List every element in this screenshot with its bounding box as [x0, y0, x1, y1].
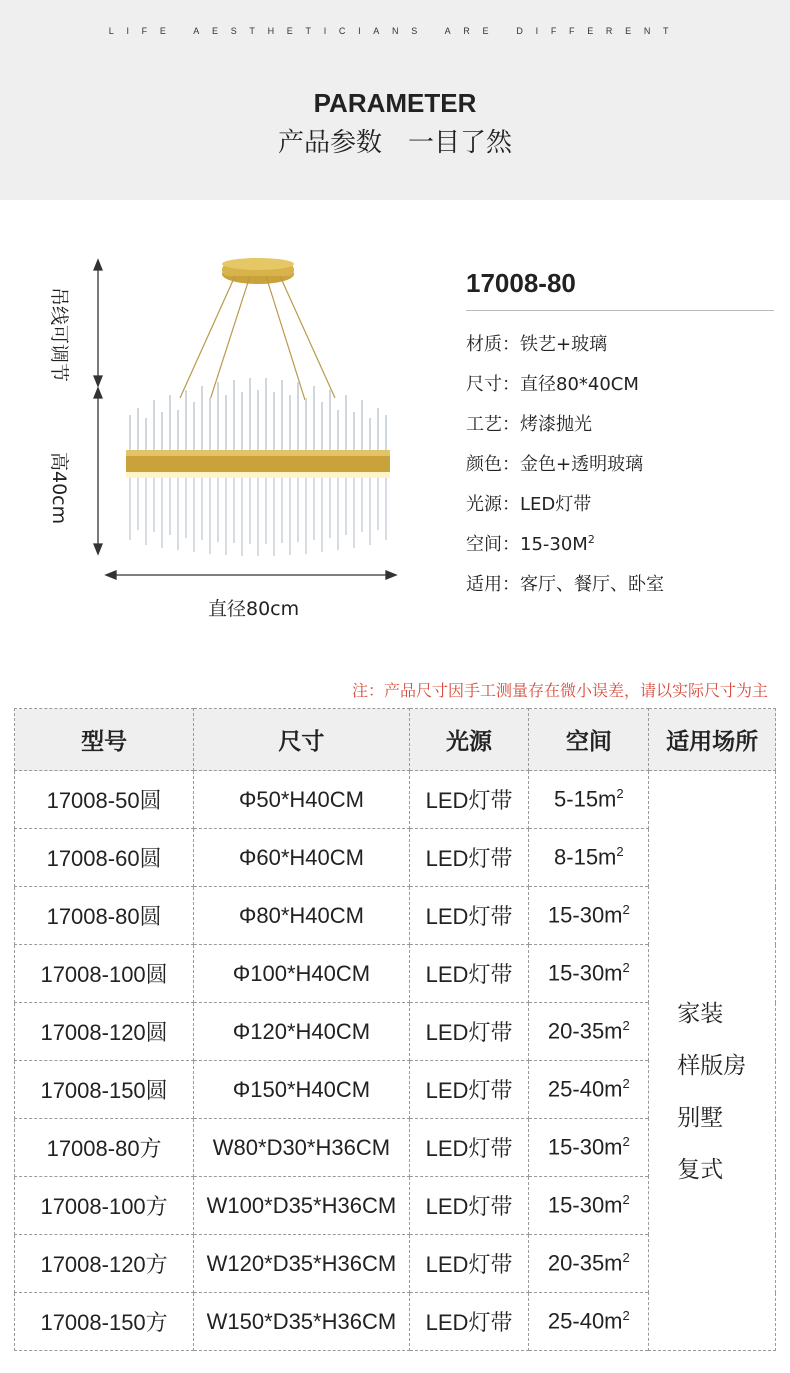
table-cell-space [529, 1235, 649, 1293]
table-header-cell: 型号 [15, 709, 194, 771]
table-cell-size: W80*D30*H36CM [194, 1119, 410, 1177]
table-cell-model: 17008-80方 [15, 1119, 194, 1177]
spec-value: 直径80*40CM [520, 374, 639, 395]
table-cell-model: 17008-150圆 [15, 1061, 194, 1119]
table-cell-light: LED灯带 [409, 1235, 529, 1293]
table-cell-model: 17008-120方 [15, 1235, 194, 1293]
table-cell-light: LED灯带 [409, 887, 529, 945]
table-cell-size: W100*D35*H36CM [194, 1177, 410, 1235]
spec-item [466, 570, 664, 596]
table-cell-size: Φ80*H40CM [194, 887, 410, 945]
table-cell-space [529, 1003, 649, 1061]
table-cell-space [529, 829, 649, 887]
space-value: 25-40m [547, 1308, 623, 1334]
space-superscript: 2 [622, 1076, 630, 1092]
venue-item: 别墅 [677, 1103, 724, 1130]
spec-value: 15-30M [520, 534, 588, 555]
spec-item [466, 450, 643, 476]
spec-value: 烤漆抛光 [520, 414, 592, 435]
table-cell-light: LED灯带 [409, 1119, 529, 1177]
chandelier-image [90, 250, 420, 590]
table-cell-size: Φ100*H40CM [194, 945, 410, 1003]
spec-value: 客厅、餐厅、卧室 [520, 574, 664, 595]
table-cell-space [529, 771, 649, 829]
venue-item: 复式 [677, 1155, 724, 1182]
table-cell-light: LED灯带 [409, 1003, 529, 1061]
spec-label: 空间： [466, 534, 520, 555]
space-superscript: 2 [622, 1250, 630, 1266]
table-cell-space [529, 1119, 649, 1177]
table-cell-light: LED灯带 [409, 945, 529, 1003]
spec-value: LED灯带 [520, 494, 592, 515]
space-superscript: 2 [616, 844, 624, 860]
table-cell-space [529, 1177, 649, 1235]
venue-item: 家装 [677, 999, 724, 1026]
parameter-table [14, 708, 776, 1351]
spec-label: 尺寸： [466, 374, 520, 395]
table-cell-space [529, 945, 649, 1003]
table-cell-size: Φ120*H40CM [194, 1003, 410, 1061]
space-superscript: 2 [622, 1192, 630, 1208]
table-cell-model: 17008-80圆 [15, 887, 194, 945]
spec-item [466, 330, 607, 356]
table-cell-space [529, 887, 649, 945]
table-cell-model: 17008-100方 [15, 1177, 194, 1235]
table-cell-light: LED灯带 [409, 1061, 529, 1119]
venue-item: 样版房 [677, 1051, 747, 1078]
table-cell-size: Φ60*H40CM [194, 829, 410, 887]
spec-item [466, 530, 595, 556]
table-header-cell: 适用场所 [649, 709, 776, 771]
space-value: 25-40m [547, 1076, 623, 1102]
tagline: LIFE AESTHETICIANS ARE DIFFERENT [108, 26, 682, 36]
table-header-row [15, 709, 776, 771]
spec-label: 光源： [466, 494, 520, 515]
space-value: 15-30m [547, 902, 623, 928]
spec-label: 工艺： [466, 414, 520, 435]
table-cell-light: LED灯带 [409, 771, 529, 829]
table-cell-space [529, 1293, 649, 1351]
spec-label: 适用： [466, 574, 520, 595]
spec-value: 金色+透明玻璃 [520, 454, 644, 475]
table-cell-model: 17008-150方 [15, 1293, 194, 1351]
table-cell-light: LED灯带 [409, 829, 529, 887]
table-cell-light: LED灯带 [409, 1177, 529, 1235]
space-value: 15-30m [547, 1192, 623, 1218]
header-banner [0, 0, 790, 200]
dimension-arrows [94, 260, 396, 579]
table-header-cell: 光源 [409, 709, 529, 771]
diameter-label: 直径80cm [208, 598, 300, 620]
space-superscript: 2 [622, 1134, 630, 1150]
space-value: 15-30m [547, 960, 623, 986]
spec-label: 颜色： [466, 454, 520, 475]
table-cell-light: LED灯带 [409, 1293, 529, 1351]
table-cell-size: W150*D35*H36CM [194, 1293, 410, 1351]
space-value: 20-35m [547, 1018, 623, 1044]
table-cell-model: 17008-120圆 [15, 1003, 194, 1061]
table-row [15, 771, 776, 829]
product-model: 17008-80 [466, 268, 576, 298]
spec-item [466, 410, 592, 436]
space-value: 15-30m [547, 1134, 623, 1160]
spec-item [466, 490, 591, 516]
model-divider [466, 310, 774, 311]
space-value: 20-35m [547, 1250, 623, 1276]
height-label: 高40cm [48, 452, 70, 525]
spec-value: 铁艺+玻璃 [520, 334, 608, 355]
table-cell-space [529, 1061, 649, 1119]
parameter-title: PARAMETER [313, 88, 477, 118]
table-cell-size: Φ50*H40CM [194, 771, 410, 829]
table-cell-size: Φ150*H40CM [194, 1061, 410, 1119]
spec-item [466, 370, 639, 396]
adjustable-wire-label: 吊线可调节 [48, 287, 70, 383]
spec-label: 材质： [466, 334, 520, 355]
table-cell-model: 17008-50圆 [15, 771, 194, 829]
space-superscript: 2 [622, 902, 630, 918]
parameter-subtitle: 产品参数 一目了然 [277, 128, 512, 158]
space-superscript: 2 [616, 786, 624, 802]
space-superscript: 2 [622, 1018, 630, 1034]
measurement-note: 注：产品尺寸因手工测量存在微小误差，请以实际尺寸为主 [351, 681, 768, 700]
table-cell-model: 17008-60圆 [15, 829, 194, 887]
space-value: 8-15m [554, 844, 617, 870]
spec-superscript: 2 [587, 533, 595, 546]
table-header-cell: 空间 [529, 709, 649, 771]
space-superscript: 2 [622, 1308, 630, 1324]
table-header-cell: 尺寸 [194, 709, 410, 771]
table-cell-model: 17008-100圆 [15, 945, 194, 1003]
space-value: 5-15m [554, 786, 617, 812]
table-cell-size: W120*D35*H36CM [194, 1235, 410, 1293]
table-cell-venues [649, 771, 776, 1351]
space-superscript: 2 [622, 960, 630, 976]
